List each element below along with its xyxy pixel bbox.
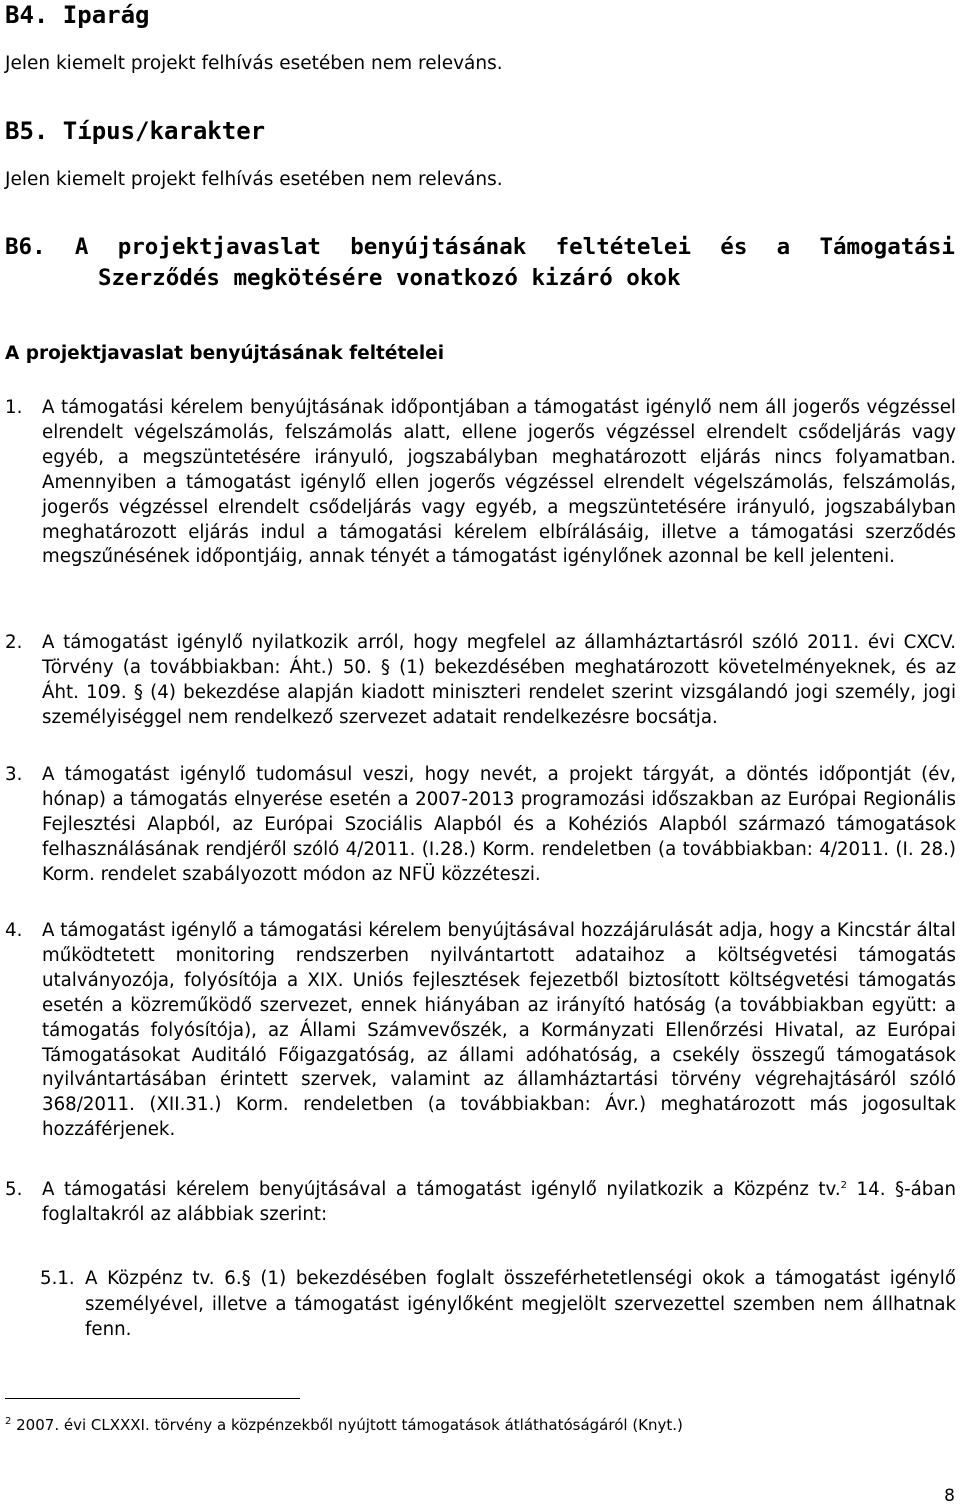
footnote-marker: 2 (5, 1416, 12, 1427)
section-b6-number: B6. (5, 234, 46, 260)
title-word: Támogatási (819, 234, 955, 260)
list-item-2 (5, 631, 956, 731)
list-item-5 (5, 1178, 956, 1228)
list-item-text: A támogatást igénylő a támogatási kérelem benyújtásával hozzájárulását adja, hogy a Kincstár által működtetett monitoring rendszerben nyilvántartott adataihoz a költségvetési támogatás utalványozója, folyósítója a XIX. Uniós fejlesztések fejezetből biztosított költségvetési támogatás esetén a közreműködő szervezet, ennek hiányában az irányító hatóság (a továbbiakban együtt: a támogatás folyósítója), az Állami Számvevőszék, a Kormányzati Ellenőrzési Hivatal, az Európai Támogatásokat Auditáló Főigazgatóság, az állami adóhatóság, a csekély összegű támogatások nyilvántartásában érintett szervek, valamint az államháztartási törvény végrehajtásáról szóló 368/2011. (XII.31.) Korm. rendeletben (a továbbiakban: Ávr.) meghatározott más jogosultak hozzáférjenek. (42, 920, 956, 1141)
sub-item-number: 5.1. (40, 1268, 75, 1289)
section-b6-title-line2: Szerződés megkötésére vonatkozó kizáró okok (98, 265, 681, 291)
title-word: A (74, 234, 89, 260)
title-word: projektjavaslat (117, 234, 321, 260)
section-b6-title (5, 232, 955, 294)
title-word: feltételei (555, 234, 692, 260)
list-item-4 (5, 919, 956, 1143)
list-item-number: 4. (5, 920, 23, 941)
footnote-reference[interactable]: 2 (840, 1179, 848, 1191)
subheading: A projektjavaslat benyújtásának feltételei (5, 343, 445, 364)
sub-item-5-1 (40, 1266, 956, 1343)
list-item-text: A támogatást igénylő tudomásul veszi, hogy nevét, a projekt tárgyát, a döntés időpontját (év, hónap) a támogatás elnyerése esetén a 2007-2013 programozási időszakban az Európai Regionális Fejlesztési Alapból, az Európai Szociális Alapból és a Kohéziós Alapból származó támogatások felhasználásának rendjéről szóló 4/2011. (I.28.) Korm. rendeletben (a továbbiakban: 4/2011. (I. 28.) Korm. rendelet szabályozott módon az NFÜ közzéteszi. (42, 764, 956, 885)
list-item-number: 3. (5, 764, 23, 785)
list-item-number: 5. (5, 1179, 23, 1200)
list-item-number: 2. (5, 632, 23, 653)
list-item-text (42, 1178, 956, 1228)
list-item-text: A támogatási kérelem benyújtásának időpontjában a támogatást igénylő nem áll jogerős végzéssel elrendelt végelszámolás, felszámolás alatt, ellene jogerős végzéssel elrendelt csődeljárás vagy egyéb, a megszüntetésére irányuló, jogszabályban meghatározott eljárás nincs folyamatban. Amennyiben a támogatást igénylő ellen jogerős végzéssel elrendelt végelszámolás, felszámolás, jogerős végzéssel elrendelt csődeljárás vagy egyéb, a megszüntetésére irányuló, jogszabályban meghatározott eljárás indul a támogatási kérelem elbírálásáig, illetve a támogatási szerződés megszűnésének időpontjáig, annak tényét a támogatást igénylőnek azonnal be kell jelenteni. (42, 397, 956, 568)
footnote-separator (5, 1398, 300, 1399)
list-item-text-part: 14. §-ában foglaltakról az alábbiak szerint: (42, 1179, 956, 1225)
list-item-1 (5, 396, 956, 570)
list-item-text: A támogatást igénylő nyilatkozik arról, hogy megfelel az államháztartásról szóló 2011. évi CXCV. Törvény (a továbbiakban: Áht.) 50. § (1) bekezdésében meghatározott követelményeknek, és az Áht. 109. § (4) bekezdése alapján kiadott miniszteri rendelet szerint vizsgálandó jogi személy, jogi személyiséggel nem rendelkező szervezet adatait rendelkezésre bocsátja. (42, 632, 956, 728)
page-number: 8 (944, 1486, 955, 1506)
section-b4-title: B4. Iparág (5, 1, 150, 29)
footnote (5, 1414, 683, 1436)
footnote-text: 2007. évi CLXXXI. törvény a közpénzekből nyújtott támogatások átláthatóságáról (Knyt.) (11, 1416, 683, 1434)
section-b5-title: B5. Típus/karakter (5, 117, 266, 145)
section-b4-text: Jelen kiemelt projekt felhívás esetében nem releváns. (5, 53, 503, 74)
title-word: a (776, 234, 791, 260)
title-word: benyújtásának (350, 234, 527, 260)
list-item-text-part: A támogatási kérelem benyújtásával a támogatást igénylő nyilatkozik a Közpénz tv. (42, 1179, 841, 1200)
section-b5-text: Jelen kiemelt projekt felhívás esetében nem releváns. (5, 169, 503, 190)
sub-item-text: A Közpénz tv. 6.§ (1) bekezdésében foglalt összeférhetetlenségi okok a támogatást igénylő személyével, illetve a támogatást igénylőként megjelölt szervezettel szemben nem állhatnak fenn. (85, 1268, 956, 1340)
list-item-3 (5, 763, 956, 888)
list-item-number: 1. (5, 397, 23, 418)
section-b6-title-line1 (5, 232, 955, 263)
title-word: és (720, 234, 748, 260)
